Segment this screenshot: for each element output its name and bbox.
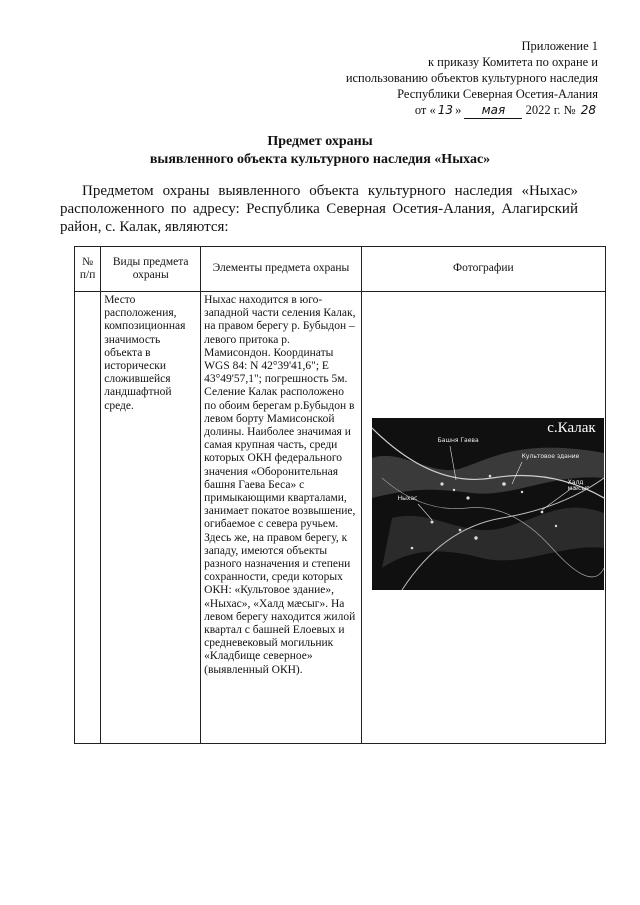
cell-kind: Место расположения, композиционная значимость объекта в исторически сложившейся ландшафтной среде.	[101, 292, 201, 744]
header-elements: Элементы предмета охраны	[201, 247, 362, 292]
header-number: № п/п	[75, 247, 101, 292]
appendix-line-4: Республики Северная Осетия-Алания	[397, 87, 598, 101]
appendix-line-1: Приложение 1	[521, 39, 598, 53]
date-day: 13	[437, 103, 454, 117]
map-tag-nykhas: Ныхас	[397, 495, 418, 502]
document-title	[0, 133, 640, 169]
map-terrain-graphic	[372, 418, 604, 590]
title-line-1: Предмет охраны	[267, 134, 373, 149]
cell-photo	[361, 292, 605, 744]
header-kind: Виды предмета охраны	[101, 247, 201, 292]
table-header-row	[75, 247, 606, 292]
map-tag-tower: Башня Гаева	[437, 437, 479, 444]
date-year: 2022 г. №	[525, 103, 576, 117]
map-tag-khald: Халд мæсыг	[567, 479, 590, 492]
appendix-line-3: использованию объектов культурного наследия	[345, 71, 598, 85]
satellite-map-image	[372, 418, 604, 590]
date-number: 28	[580, 103, 596, 117]
cell-number	[75, 292, 101, 744]
table-row	[75, 292, 606, 744]
appendix-block	[268, 38, 598, 119]
date-sep: »	[455, 103, 462, 117]
protection-table	[74, 246, 606, 744]
cell-elements: Ныхас находится в юго-западной части селения Калак, на правом берегу р. Бубыдон – левого притока р. Мамисондон. Координаты WGS 84: N 42°39'41,6"; E 43°49'57,1"; погрешность 5м. Селение Калак расположено по обоим берегам р.Бубыдон в левом борту Мамисонской долины. Наиболее значимая и самая крупная часть, среди которых ОКН федерального значения «Оборонительная башня Гаева Беса» с примыкающими кварталами, занимает покатое возвышение, огибаемое с севера ручьем. Здесь же, на правом берегу, к западу, имеются объекты разного назначения и степени сохранности, среди которых ОКН: «Культовое здание», «Ныхас», «Халд мæсыг». На левом берегу находится жилой квартал с башней Елоевых и средневековый могильник «Кладбище северное» (выявленный ОКН).	[201, 292, 362, 744]
map-village-label: с.Калак	[547, 420, 596, 436]
header-photos: Фотографии	[361, 247, 605, 292]
appendix-line-2: к приказу Комитета по охране и	[427, 55, 598, 69]
appendix-date-line	[268, 102, 598, 119]
map-tag-cult: Культовое здание	[521, 453, 580, 460]
title-line-2: выявленного объекта культурного наследия «Ныхас»	[149, 152, 491, 167]
intro-paragraph: Предметом охраны выявленного объекта культурного наследия «Ныхас» расположенного по адресу: Республика Северная Осетия-Алания, Алагирский район, с. Калак, являются:	[60, 183, 578, 235]
date-prefix: от «	[414, 103, 436, 117]
date-month: мая	[481, 103, 506, 117]
